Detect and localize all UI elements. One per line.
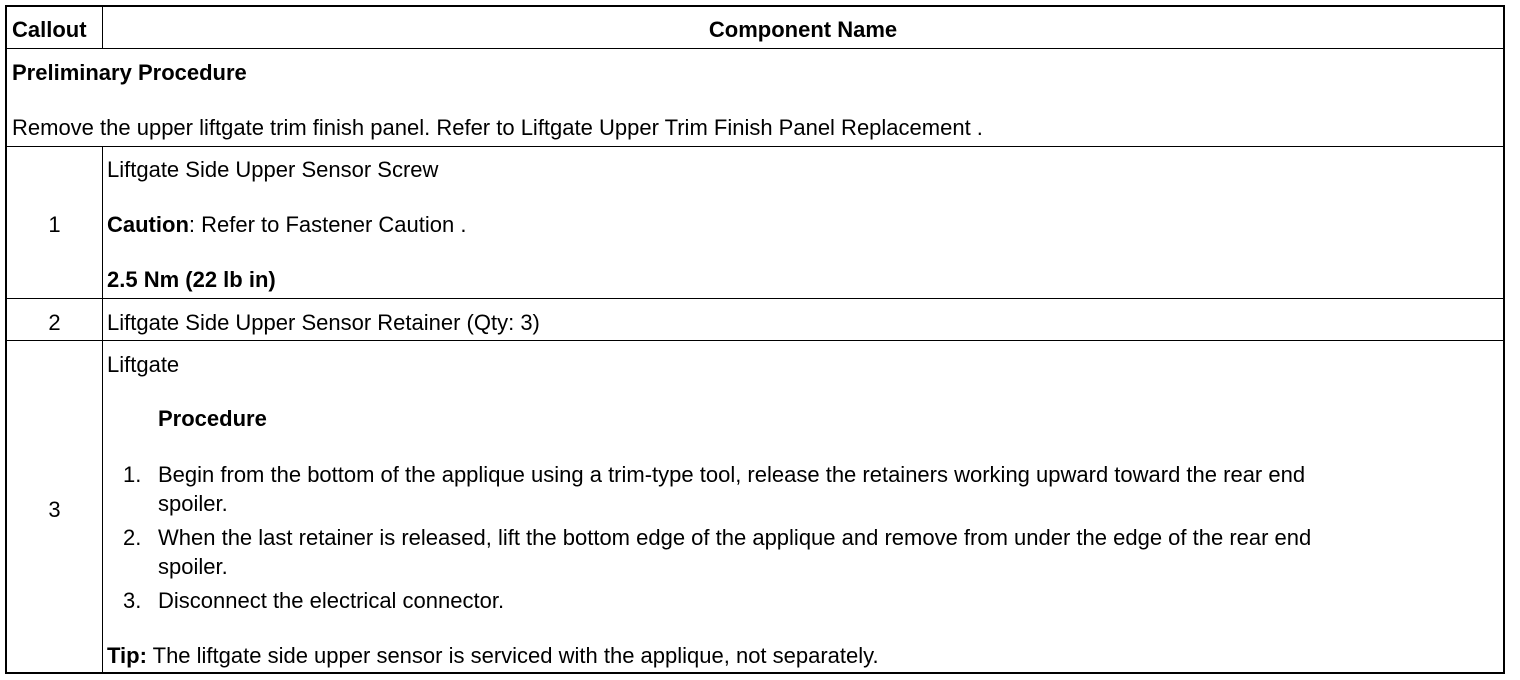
step-text-continued: spoiler.: [158, 554, 228, 579]
step-text: Begin from the bottom of the applique using a trim-type tool, release the retainers working upward toward the rear end: [158, 462, 1306, 487]
row-3-tip: [107, 643, 879, 669]
row-3-name: Liftgate: [107, 352, 180, 377]
row-3-callout: 3: [48, 497, 61, 522]
header-component-name: Component Name: [708, 17, 898, 42]
column-divider: [102, 147, 103, 672]
caution-text: : Refer to Fastener Caution .: [188, 212, 467, 237]
step-text: Disconnect the electrical connector.: [158, 588, 505, 613]
step-number: 3.: [123, 588, 142, 613]
tip-text: The liftgate side upper sensor is serviced with the applique, not separately.: [146, 643, 879, 668]
step-text: When the last retainer is released, lift the bottom edge of the applique and remove from under the edge of the rear end: [158, 525, 1312, 550]
row-2-name: Liftgate Side Upper Sensor Retainer (Qty: 3): [107, 310, 540, 335]
procedure-title: Procedure: [158, 406, 267, 431]
step-number: 1.: [123, 462, 142, 487]
caution-label: Caution: [107, 212, 189, 237]
row-divider: [7, 298, 1503, 299]
row-1-callout: 1: [48, 212, 61, 237]
row-1-torque: 2.5 Nm (22 lb in): [107, 267, 276, 292]
row-1-name: Liftgate Side Upper Sensor Screw: [107, 157, 439, 182]
step-number: 2.: [123, 525, 142, 550]
row-2-callout: 2: [48, 310, 61, 335]
row-divider: [7, 146, 1503, 147]
header-divider: [7, 48, 1503, 49]
preliminary-title: Preliminary Procedure: [12, 60, 247, 85]
component-table: [5, 5, 1505, 674]
header-callout: Callout: [12, 17, 87, 42]
row-divider: [7, 340, 1503, 341]
row-1-caution: [107, 212, 466, 238]
preliminary-text: Remove the upper liftgate trim finish panel. Refer to Liftgate Upper Trim Finish Panel Replacement .: [12, 115, 983, 140]
step-text-continued: spoiler.: [158, 491, 228, 516]
tip-label: Tip:: [107, 643, 147, 668]
